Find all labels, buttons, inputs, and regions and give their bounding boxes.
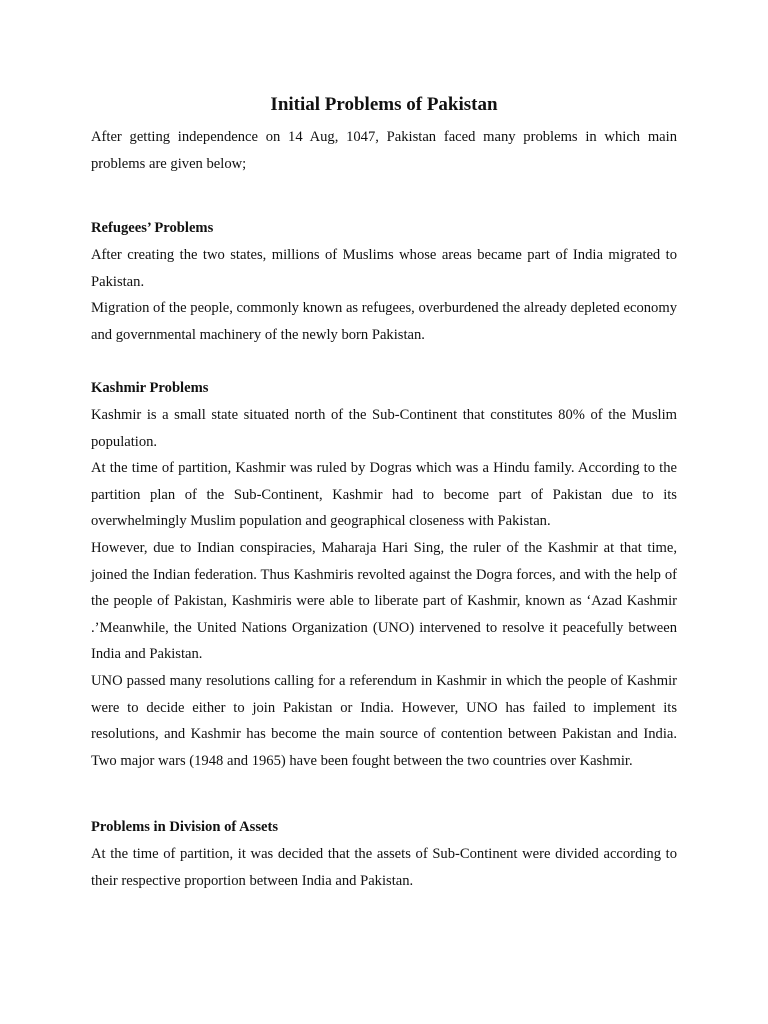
paragraph: Migration of the people, commonly known as refugees, overburdened the already depleted economy and governmental machinery of the newly born Pakistan. <box>91 300 677 343</box>
paragraph: After creating the two states, millions of Muslims whose areas became part of India migrated to Pakistan. <box>91 247 677 290</box>
page-title: Initial Problems of Pakistan <box>270 94 498 115</box>
paragraph: UNO passed many resolutions calling for a referendum in Kashmir in which the people of Kashmir were to decide either to join Pakistan or India. However, UNO has failed to implement its resolutions, and Kashmir has become the main source of contention between Pakistan and India. Two major wars (1948 and 1965) have been fought between the two countries over Kashmir. <box>91 672 677 769</box>
section-body-kashmir <box>91 402 677 774</box>
paragraph: At the time of partition, Kashmir was ruled by Dogras which was a Hindu family. According to the partition plan of the Sub-Continent, Kashmir had to become part of Pakistan due to its overwhelmingly Muslim population and geographical closeness with Pakistan. <box>91 460 677 530</box>
intro-paragraph: After getting independence on 14 Aug, 1047, Pakistan faced many problems in which main problems are given below; <box>91 129 677 172</box>
section-body-assets <box>91 841 677 894</box>
paragraph: However, due to Indian conspiracies, Maharaja Hari Sing, the ruler of the Kashmir at that time, joined the Indian federation. Thus Kashmiris revolted against the Dogra forces, and with the help of the people of Pakistan, Kashmiris were able to liberate part of Kashmir, known as ‘Azad Kashmir .’Meanwhile, the United Nations Organization (UNO) intervened to resolve it peacefully between India and Pakistan. <box>91 539 677 663</box>
section-body-refugees <box>91 242 677 348</box>
paragraph: At the time of partition, it was decided that the assets of Sub-Continent were divided according to their respective proportion between India and Pakistan. <box>91 846 677 889</box>
section-heading-assets: Problems in Division of Assets <box>91 819 279 835</box>
paragraph: Kashmir is a small state situated north of the Sub-Continent that constitutes 80% of the Muslim population. <box>91 407 677 450</box>
section-heading-refugees: Refugees’ Problems <box>91 220 214 236</box>
section-heading-kashmir: Kashmir Problems <box>91 380 209 396</box>
